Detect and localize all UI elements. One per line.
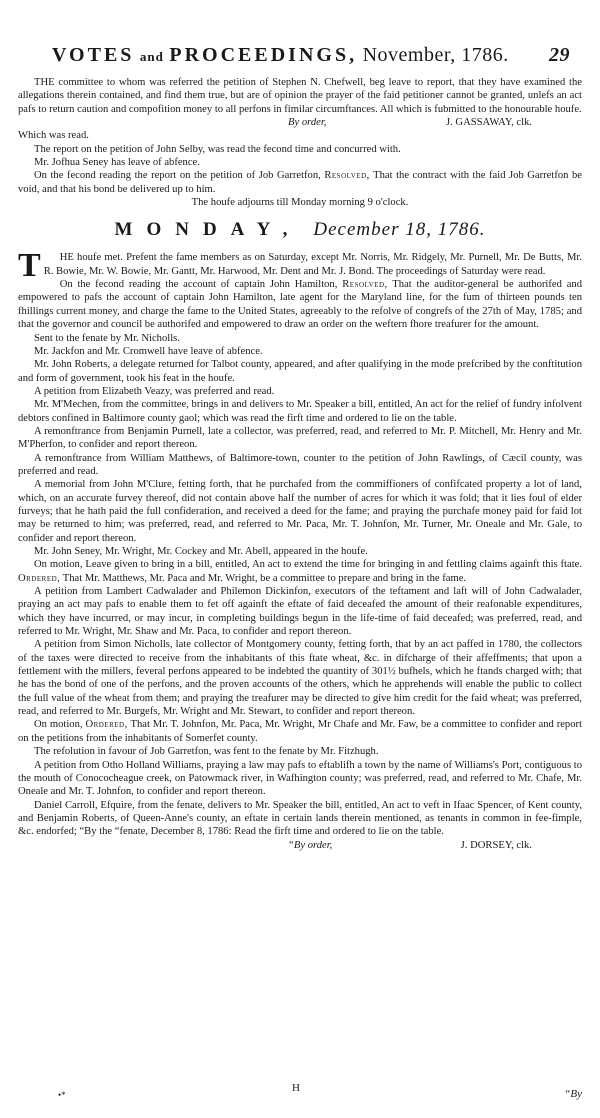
hamilton-account-paragraph — [18, 278, 582, 331]
ordered-label: Ordered, — [18, 572, 61, 584]
house-met-text: HE houfe met. Prefent the fame members as on Saturday, except Mr. Norris, Mr. Ridgely, Mr. Purnell, Mr. De Butts, Mr. R. Bowie, Mr. W. Bowie, Mr. Gantt, Mr. Harwood, Mr. Dent and Mr. J. Bond. The proceedings of Saturday were read. — [43, 252, 582, 277]
signature-mark: H — [292, 1082, 300, 1094]
header-date: November, 1786. — [362, 44, 509, 66]
page-footer — [18, 1082, 582, 1098]
printer-mark-icon: •* — [58, 1090, 66, 1100]
claims-text-b: That Mr. Matthews, Mr. Paca and Mr. Wright, be a committee to prepare and bring in the fame. — [62, 572, 467, 584]
somerset-committee-paragraph — [18, 718, 582, 745]
claims-text-a: On motion, Leave given to bring in a bill, entitled, An act to extend the time for bringing in and fettling claims againft this ftate. — [34, 559, 582, 571]
header-title-proceedings: PROCEEDINGS, — [169, 44, 358, 66]
matthews-remonstrance-paragraph: A remonftrance from William Matthews, of Baltimore-town, counter to the petition of John Rawlings, of Cæcil county, was preferred and read. — [18, 452, 582, 477]
claims-bill-paragraph — [18, 558, 582, 585]
somerset-text-b: That Mr. T. Johnfon, Mr. Paca, Mr. Wright, Mr Chafe and Mr. Faw, be a committee to confider and report on the petitions from the inhabitants of Somerfet county. — [18, 719, 582, 744]
signature-gassaway — [18, 116, 582, 129]
leave-of-absence-paragraph: Mr. Jackfon and Mr. Cromwell have leave of abfence. — [34, 345, 263, 357]
running-header — [40, 44, 570, 70]
document-body — [18, 76, 582, 852]
garretson-text-b: That the contract with the faid Job Garretfon be void, and that his bond be delivered up to him. — [18, 170, 582, 195]
nicholls-petition-paragraph: A petition from Simon Nicholls, late collector of Montgomery county, fetting forth, that by an act paffed in 1780, the collectors of the taxes were directed to receive from the inhabitants of this ftate wheat, &c. in difcharge of their affeffments; that upon a fettlement with the millers, feveral perfons appeared to be indebted the quantity of 301½ bufhels, which he ftands charged with; that he has the bond of one of the perfons, and the proven accounts of the others, which he apprehends will enable the public to collect the full value of the wheat from them; and praying the treafurer may be directed to give him credit for the faid wheat; was preferred, read, and referred to Mr. Burgefs, Mr. Wright and Mr. Stewart, to confider and report thereon. — [18, 639, 582, 718]
garretson-paragraph — [18, 169, 582, 196]
hamilton-text-b: That the auditor-general be authorifed and empowered to pafs the account of captain John Hamilton, late agent for the Maryland line, for the fum of thirteen pounds ten fhillings current money, and charge the fame to the United States, agreeably to the refolve of congrefs of the 27th of May, 1785; and that the governor and council be authorifed and empowered to draw an order on the weftern fhore treafurer for the amount. — [18, 279, 582, 331]
header-title-votes: VOTES — [52, 44, 135, 66]
drop-cap: T — [18, 247, 41, 285]
members-appeared-paragraph: Mr. John Seney, Mr. Wright, Mr. Cockey and Mr. Abell, appeared in the houfe. — [34, 546, 368, 557]
page-number: 29 — [549, 44, 570, 66]
resolved-label: Resolved, — [324, 170, 370, 182]
day-heading — [18, 219, 582, 245]
signature-name: J. DORSEY, clk. — [460, 839, 532, 851]
mmechen-bill-paragraph: Mr. M'Mechen, from the committee, brings in and delivers to Mr. Speaker a bill, entitled, An act for the relief of fundry infolvent debtors confined in Baltimore county gaol; which was read the firft time and ordered to lie on the table. — [18, 399, 582, 424]
section-monday-proceedings — [18, 247, 582, 851]
day-heading-day: MONDAY, — [114, 219, 302, 241]
which-was-read: Which was read. — [18, 130, 89, 142]
roberts-delegate-paragraph: Mr. John Roberts, a delegate returned for Talbot county, appeared, and after qualifying in the mode prefcribed by the conftitution and form of government, took his feat in the houfe. — [18, 359, 582, 384]
mclure-memorial-paragraph: A memorial from John M'Clure, fetting forth, that he purchafed from the commiffioners of confifcated property a lot of land, which, on an accurate furvey thereof, did not contain above half the number of acres for which it was fold; that it lies foul of elder furveys; that he hath paid the full confideration, and received a deed for the fame; and praying the purchafe money paid for faid lot may be returned to him; was preferred, read, and referred to Mr. Paca, Mr. T. Johnfon, Mr. Turner, Mr. Oneale and Mr. Gale, to confider and report thereon. — [18, 479, 582, 544]
section-november-proceedings — [18, 76, 582, 209]
adjournment-line: The houfe adjourns till Monday morning 9 o'clock. — [191, 197, 409, 209]
selby-report-paragraph: The report on the petition of John Selby, was read the fecond time and concurred with. — [34, 143, 401, 155]
catchword: “By — [564, 1088, 582, 1100]
hamilton-text-a: On the fecond reading the account of captain John Hamilton, — [59, 279, 338, 291]
signature-by-order: By order, — [288, 117, 327, 129]
day-heading-date: December 18, 1786. — [313, 219, 486, 241]
committee-report-paragraph: THE committee to whom was referred the petition of Stephen N. Chefwell, beg leave to report, that they have examined the allegations therein contained, and find them true, but are of opinion the prayer of the faid petitioner cannot be granted, unlefs an act pafs to return caution and compofition money to all perfons in fimilar circumftances. All which is fubmitted to the honourable houfe. — [18, 77, 582, 115]
garretson-text-a: On the fecond reading the report on the petition of Job Garretfon, — [34, 170, 321, 182]
cadwalader-petition-paragraph: A petition from Lambert Cadwalader and Philemon Dickinfon, executors of the teftament and laft will of John Cadwalader, praying an act may pafs to enable them to fet off againft the eftate of faid deceafed the amount of their reafonable expenditures, which they have incurred, or may incur, in completing buildings begun in the life-time of faid deceafed; was preferred, read, and referred to Mr. Wright, Mr. Shaw and Mr. Paca, to confider and report thereon. — [18, 586, 582, 638]
carroll-bill-paragraph: Daniel Carroll, Efquire, from the fenate, delivers to Mr. Speaker the bill, entitled, An act to veft in Ifaac Spencer, of Kent county, and Benjamin Roberts, of Queen-Anne's county, an eftate in certain lands therein mentioned, as tenants in common in fee-fimple, &c. endorfed; “By the “fenate, December 8, 1786: Read the firft time and ordered to lie on the table. — [18, 799, 582, 838]
signature-by-order: “By order, — [288, 839, 333, 851]
sent-to-senate-paragraph: Sent to the fenate by Mr. Nicholls. — [34, 332, 180, 344]
veazy-petition-paragraph: A petition from Elizabeth Veazy, was preferred and read. — [34, 385, 275, 397]
signature-name: J. GASSAWAY, clk. — [446, 117, 532, 129]
purnell-remonstrance-paragraph: A remonftrance from Benjamin Purnell, late a collector, was preferred, read, and referred to Mr. P. Mitchell, Mr. Henry and Mr. M'Pherfon, to confider and report thereon. — [18, 425, 582, 451]
somerset-text-a: On motion, — [34, 719, 83, 731]
header-title — [52, 44, 509, 67]
resolved-label: Resolved, — [342, 279, 388, 291]
ordered-label: Ordered, — [85, 719, 128, 731]
header-title-and: and — [139, 49, 164, 64]
seney-leave-paragraph: Mr. Jofhua Seney has leave of abfence. — [34, 157, 200, 169]
garretson-resolution-paragraph: The refolution in favour of Job Garretfon, was fent to the fenate by Mr. Fitzhugh. — [34, 746, 379, 758]
williams-petition-paragraph: A petition from Otho Holland Williams, praying a law may pafs to eftablifh a town by the name of Williams's Port, contiguous to the mouth of Conococheague creek, on Patowmack river, in Wafhington county; was preferred, read, and referred to Mr. Chafe, Mr. Oneale and Mr. T. Johnfon, to confider and report thereon. — [18, 759, 582, 798]
signature-dorsey — [18, 839, 582, 852]
